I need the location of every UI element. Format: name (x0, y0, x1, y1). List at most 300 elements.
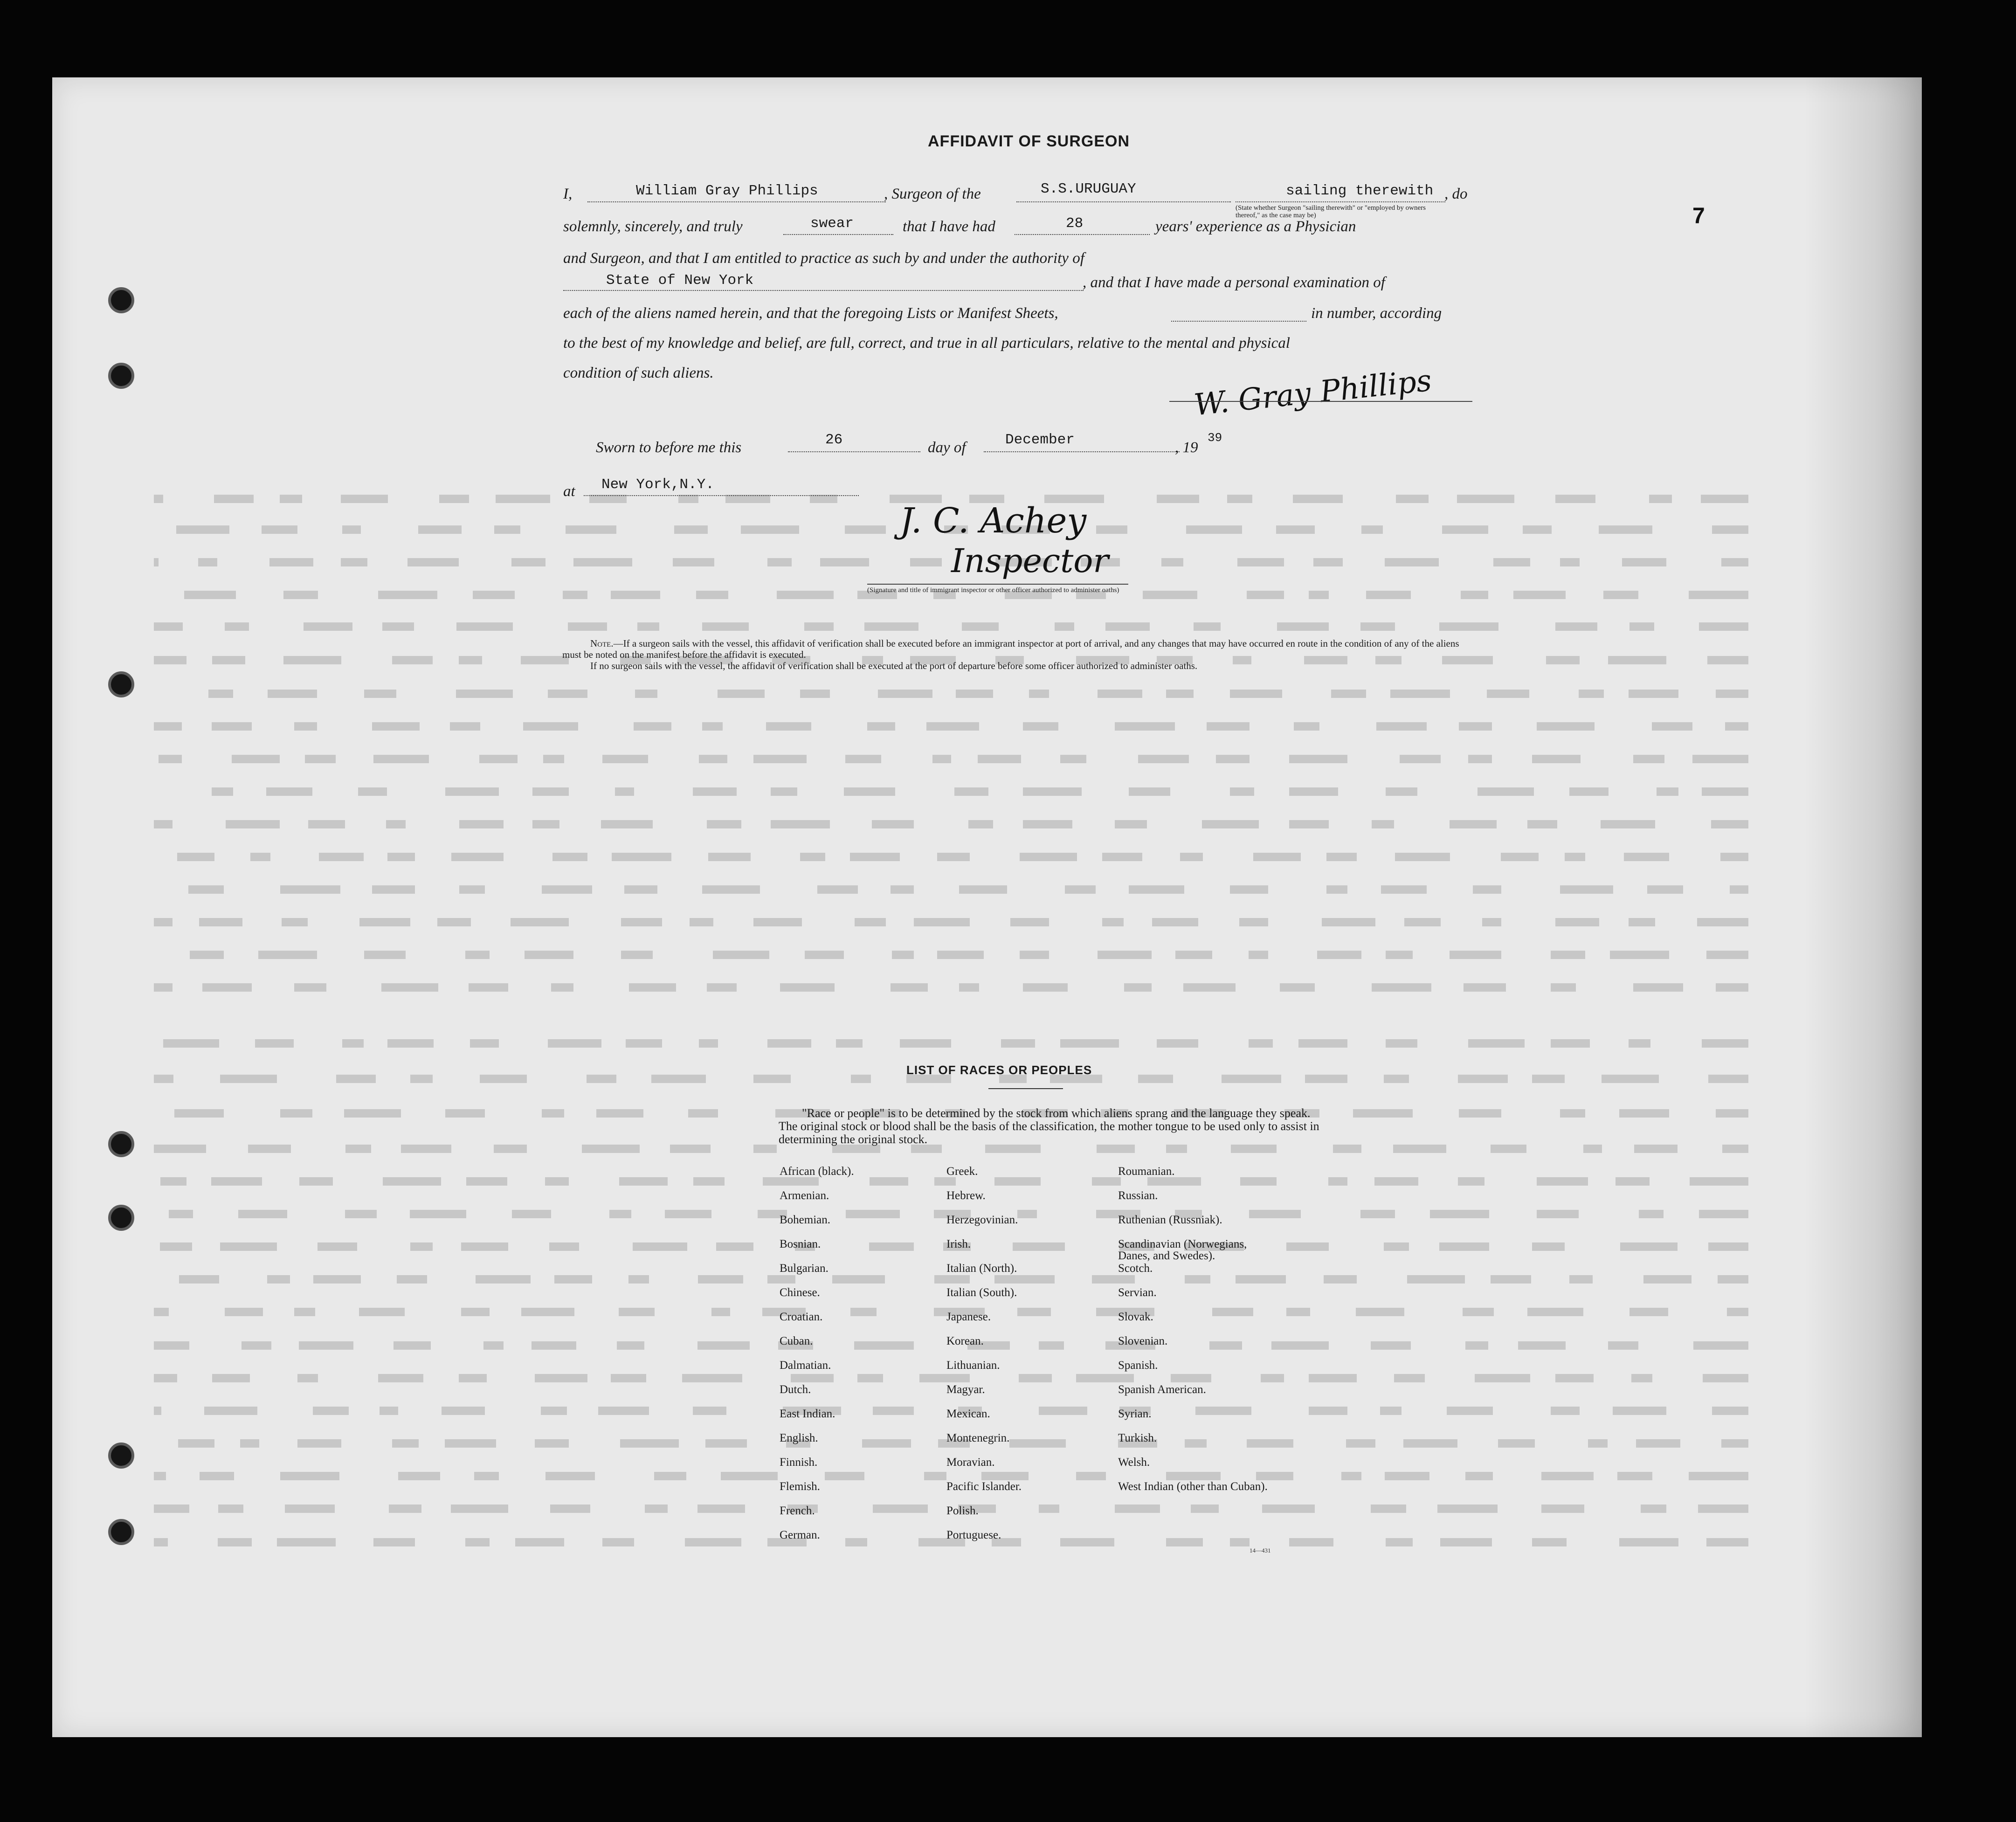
bleed-mark (154, 983, 173, 992)
bleed-mark (851, 1075, 871, 1083)
bleed-mark (382, 622, 414, 631)
bleed-mark (690, 918, 713, 926)
bleed-mark (1706, 1538, 1748, 1546)
bleed-mark (596, 1109, 643, 1118)
bleed-mark (1115, 722, 1175, 731)
bleed-mark (1711, 820, 1748, 828)
authority-value: State of New York (606, 272, 754, 289)
bleed-mark (378, 1374, 423, 1382)
bleed-mark (629, 983, 676, 992)
bleed-mark (169, 1210, 193, 1218)
bleed-mark (282, 918, 308, 926)
bleed-mark (240, 1439, 259, 1448)
race-item: Dalmatian. (780, 1359, 831, 1372)
bleed-mark (154, 820, 173, 828)
bleed-mark (1394, 1374, 1425, 1382)
bleed-mark (1493, 558, 1530, 566)
bleed-mark (914, 918, 970, 926)
bleed-mark (771, 787, 797, 796)
bleed-mark (1289, 755, 1347, 763)
surgeon-name-line (587, 201, 886, 202)
bleed-through-row (154, 816, 1748, 832)
binder-hole (108, 1131, 134, 1157)
bleed-mark (891, 983, 928, 992)
bleed-mark (582, 1145, 640, 1153)
bleed-mark (1129, 885, 1184, 894)
bleed-mark (1532, 1075, 1565, 1083)
bleed-mark (926, 722, 979, 731)
bleed-mark (1730, 885, 1748, 894)
note-line-2: If no surgeon sails with the vessel, the affidavit of verification shall be executed at the port of departure before some officer authorized to administer oaths. (590, 660, 1198, 671)
bleed-mark (777, 591, 834, 599)
bleed-mark (1207, 722, 1250, 731)
bleed-mark (532, 820, 559, 828)
bleed-mark (892, 951, 914, 959)
bleed-through-row (154, 751, 1748, 766)
bleed-mark (437, 918, 471, 926)
bleed-mark (634, 722, 671, 731)
bleed-mark (214, 495, 254, 503)
bleed-mark (451, 853, 504, 861)
bleed-mark (345, 1210, 377, 1218)
bleed-mark (1152, 918, 1198, 926)
text-i: I, (563, 186, 573, 202)
bleed-mark (637, 622, 659, 631)
bleed-mark (674, 525, 708, 534)
bleed-mark (708, 853, 751, 861)
bleed-mark (532, 787, 569, 796)
year-suffix-value: 39 (1208, 431, 1222, 445)
bleed-mark (1624, 853, 1669, 861)
race-item: English. (780, 1432, 818, 1444)
bleed-mark (474, 1472, 499, 1480)
bleed-mark (1602, 1075, 1659, 1083)
bleed-mark (515, 1538, 564, 1546)
bleed-mark (511, 918, 569, 926)
bleed-mark (1065, 885, 1096, 894)
bleed-mark (461, 1242, 508, 1251)
bleed-mark (1699, 1210, 1748, 1218)
bleed-mark (1537, 1210, 1579, 1218)
bleed-mark (1384, 1242, 1409, 1251)
bleed-mark (1541, 1472, 1594, 1480)
bleed-mark (937, 853, 970, 861)
bleed-mark (1457, 495, 1514, 503)
bleed-mark (1166, 690, 1194, 698)
bleed-mark (1361, 525, 1383, 534)
bleed-mark (878, 690, 932, 698)
bleed-mark (601, 820, 653, 828)
bleed-mark (1693, 1341, 1748, 1350)
bleed-mark (154, 558, 159, 566)
bleed-mark (198, 558, 217, 566)
bleed-mark (805, 951, 844, 959)
bleed-mark (1253, 853, 1301, 861)
bleed-mark (612, 853, 671, 861)
bleed-mark (535, 1374, 587, 1382)
bleed-mark (1633, 983, 1683, 992)
bleed-mark (299, 1341, 353, 1350)
bleed-mark (1622, 558, 1666, 566)
bleed-mark (1468, 1039, 1525, 1048)
bleed-mark (364, 690, 396, 698)
bleed-mark (1555, 1374, 1594, 1382)
bleed-mark (512, 1210, 551, 1218)
bleed-mark (1712, 1407, 1748, 1415)
bleed-mark (862, 1439, 911, 1448)
bleed-mark (850, 853, 900, 861)
bleed-mark (208, 690, 233, 698)
race-item: Polish. (946, 1505, 979, 1517)
bleed-mark (1639, 1210, 1664, 1218)
binder-hole (108, 1205, 134, 1231)
bleed-mark (1725, 722, 1748, 731)
bleed-mark (1588, 1439, 1608, 1448)
bleed-mark (1532, 755, 1581, 763)
bleed-mark (1262, 1505, 1315, 1513)
bleed-mark (226, 820, 280, 828)
bleed-mark (1649, 495, 1672, 503)
race-item: Roumanian. (1118, 1165, 1175, 1178)
bleed-mark (705, 1439, 747, 1448)
race-item: French. (780, 1505, 815, 1517)
bleed-mark (1608, 656, 1666, 664)
bleed-mark (910, 558, 942, 566)
bleed-mark (587, 1075, 616, 1083)
bleed-mark (389, 1505, 421, 1513)
race-item: Armenian. (780, 1189, 829, 1202)
bleed-mark (473, 591, 515, 599)
bleed-mark (707, 820, 741, 828)
race-item: Turkish. (1118, 1432, 1157, 1444)
bleed-mark (386, 820, 406, 828)
bleed-mark (869, 1242, 914, 1251)
race-item: Hebrew. (946, 1189, 986, 1202)
bleed-mark (1286, 1242, 1329, 1251)
bleed-mark (285, 1505, 335, 1513)
bleed-mark (771, 820, 830, 828)
sheets-count-line (1171, 321, 1306, 322)
bleed-mark (1459, 722, 1492, 731)
race-item: Scotch. (1118, 1262, 1153, 1275)
race-item: Italian (South). (946, 1286, 1017, 1299)
surgeon-signature-line (1169, 401, 1472, 402)
bleed-mark (313, 1275, 361, 1284)
bleed-mark (160, 1242, 192, 1251)
binder-hole (108, 1519, 134, 1545)
bleed-mark (566, 525, 616, 534)
bleed-mark (1400, 755, 1441, 763)
bleed-mark (711, 1308, 730, 1316)
bleed-mark (1633, 755, 1664, 763)
race-item: West Indian (other than Cuban). (1118, 1480, 1268, 1493)
bleed-mark (1403, 1439, 1457, 1448)
bleed-mark (891, 885, 914, 894)
text-to-the-best: to the best of my knowledge and belief, are full, correct, and true in all particulars, relative to the mental and physical (563, 335, 1290, 352)
binder-hole (108, 671, 134, 697)
bleed-mark (280, 1109, 312, 1118)
bleed-mark (174, 1109, 224, 1118)
bleed-mark (1286, 1308, 1310, 1316)
bleed-mark (1356, 1308, 1404, 1316)
text-and-surgeon: and Surgeon, and that I am entitled to practice as such by and under the authority of (563, 250, 1084, 267)
bleed-mark (1407, 1275, 1465, 1284)
bleed-mark (1689, 1472, 1748, 1480)
bleed-mark (699, 1039, 718, 1048)
bleed-mark (1372, 820, 1394, 828)
bleed-mark (535, 1439, 569, 1448)
bleed-mark (716, 1242, 753, 1251)
bleed-mark (1247, 591, 1284, 599)
bleed-mark (1371, 1341, 1411, 1350)
bleed-mark (445, 1109, 485, 1118)
bleed-mark (154, 495, 163, 503)
text-do: , do (1444, 186, 1468, 202)
oath-value: swear (810, 215, 854, 232)
bleed-mark (1631, 1374, 1652, 1382)
bleed-mark (1447, 1407, 1493, 1415)
bleed-mark (456, 690, 513, 698)
bleed-mark (297, 1439, 341, 1448)
bleed-mark (494, 1145, 527, 1153)
race-item: Russian. (1118, 1189, 1158, 1202)
text-day-of: day of (928, 439, 966, 456)
bleed-mark (1298, 1039, 1347, 1048)
bleed-mark (465, 1538, 490, 1546)
bleed-mark (268, 690, 317, 698)
bleed-mark (1289, 1538, 1333, 1546)
bleed-mark (611, 1374, 646, 1382)
bleed-mark (1560, 885, 1613, 894)
bleed-mark (451, 1505, 508, 1513)
bleed-mark (381, 983, 438, 992)
bleed-mark (267, 1275, 290, 1284)
bleed-mark (1652, 722, 1692, 731)
bleed-mark (1180, 853, 1203, 861)
bleed-mark (341, 558, 367, 566)
bleed-mark (1579, 690, 1604, 698)
bleed-mark (1092, 1177, 1121, 1186)
bleed-mark (563, 591, 587, 599)
bleed-mark (410, 1210, 466, 1218)
bleed-mark (1657, 787, 1678, 796)
bleed-mark (294, 1308, 315, 1316)
bleed-mark (1583, 1145, 1602, 1153)
surgeon-signature: W. Gray Phillips (1192, 363, 1434, 423)
bleed-mark (1518, 1341, 1566, 1350)
race-item: Greek. (946, 1165, 978, 1178)
verification-note (562, 638, 1476, 671)
bleed-mark (542, 885, 592, 894)
bleed-mark (1482, 918, 1501, 926)
bleed-mark (1629, 1308, 1668, 1316)
text-condition: condition of such aliens. (563, 365, 714, 381)
bleed-mark (401, 1145, 451, 1153)
bleed-mark (621, 918, 662, 926)
bleed-mark (1440, 1538, 1492, 1546)
bleed-mark (699, 755, 727, 763)
text-sworn: Sworn to before me this (596, 439, 742, 456)
bleed-mark (1039, 1341, 1064, 1350)
bleed-mark (532, 1341, 576, 1350)
bleed-mark (924, 1472, 946, 1480)
bleed-mark (211, 1177, 262, 1186)
bleed-mark (1366, 591, 1411, 599)
bleed-mark (1463, 1308, 1494, 1316)
bleed-mark (753, 755, 807, 763)
bleed-mark (620, 1439, 679, 1448)
race-item: Montenegrin. (946, 1432, 1010, 1444)
bleed-mark (1289, 820, 1329, 828)
bleed-mark (154, 722, 182, 731)
bleed-mark (202, 983, 252, 992)
bleed-mark (1430, 1210, 1489, 1218)
bleed-mark (548, 690, 587, 698)
bleed-mark (1458, 1075, 1508, 1083)
races-column-3 (1118, 1166, 1277, 1505)
bleed-mark (753, 1075, 791, 1083)
bleed-mark (521, 1308, 574, 1316)
bleed-mark (780, 983, 835, 992)
bleed-mark (568, 622, 607, 631)
race-item: Spanish American. (1118, 1383, 1206, 1396)
bleed-mark (1702, 1039, 1748, 1048)
bleed-mark (836, 1039, 863, 1048)
bleed-mark (1437, 1505, 1498, 1513)
race-item: Korean. (946, 1335, 984, 1347)
bleed-mark (1599, 525, 1652, 534)
bleed-mark (199, 918, 242, 926)
bleed-mark (804, 622, 834, 631)
bleed-mark (1439, 1242, 1489, 1251)
bleed-mark (225, 622, 249, 631)
bleed-mark (615, 787, 634, 796)
bleed-mark (159, 755, 182, 763)
bleed-mark (1532, 1242, 1565, 1251)
bleed-mark (956, 690, 993, 698)
bleed-mark (872, 820, 914, 828)
bleed-mark (1523, 525, 1552, 534)
bleed-mark (1305, 1075, 1347, 1083)
bleed-mark (341, 495, 388, 503)
surgeon-status-line (1236, 201, 1445, 202)
bleed-mark (1098, 690, 1142, 698)
bleed-mark (698, 1275, 743, 1284)
bleed-mark (383, 1177, 441, 1186)
bleed-mark (959, 885, 1007, 894)
bleed-mark (1023, 983, 1068, 992)
race-item: African (black). (780, 1165, 854, 1178)
bleed-through-row (154, 946, 1748, 962)
race-item: Spanish. (1118, 1359, 1158, 1372)
bleed-mark (857, 1374, 883, 1382)
bleed-mark (1527, 1308, 1583, 1316)
bleed-mark (1280, 983, 1315, 992)
bleed-mark (1721, 558, 1748, 566)
bleed-mark (1702, 787, 1748, 796)
bleed-mark (1689, 591, 1748, 599)
bleed-mark (1029, 690, 1049, 698)
bleed-mark (407, 558, 459, 566)
bleed-mark (178, 1439, 214, 1448)
bleed-mark (864, 622, 918, 631)
bleed-mark (1464, 983, 1506, 992)
day-line (788, 451, 920, 452)
race-item: Finnish. (780, 1456, 818, 1469)
bleed-mark (1202, 820, 1259, 828)
bleed-mark (707, 983, 737, 992)
bleed-mark (232, 755, 280, 763)
bleed-mark (184, 591, 236, 599)
bleed-mark (358, 787, 387, 796)
bleed-mark (1115, 1505, 1160, 1513)
bleed-mark (1385, 558, 1439, 566)
bleed-mark (277, 1538, 336, 1546)
bleed-mark (397, 1275, 427, 1284)
text-years-experience: years' experience as a Physician (1155, 218, 1356, 235)
bleed-mark (1331, 690, 1366, 698)
bleed-mark (1619, 1109, 1669, 1118)
bleed-mark (1636, 1439, 1680, 1448)
bleed-mark (1360, 1210, 1395, 1218)
bleed-mark (633, 1242, 687, 1251)
bleed-mark (1465, 1472, 1493, 1480)
bleed-mark (1439, 622, 1498, 631)
bleed-mark (410, 1075, 433, 1083)
bleed-mark (1138, 755, 1189, 763)
bleed-mark (959, 983, 979, 992)
race-item: Bohemian. (780, 1214, 831, 1226)
bleed-mark (1353, 1109, 1413, 1118)
race-item: Magyar. (946, 1383, 985, 1396)
bleed-mark (238, 1210, 287, 1218)
bleed-mark (283, 656, 341, 664)
bleed-mark (1707, 656, 1748, 664)
inspector-title: Inspector (951, 542, 1109, 580)
bleed-mark (545, 1472, 595, 1480)
bleed-mark (459, 820, 504, 828)
bleed-mark (470, 1039, 499, 1048)
bleed-mark (1708, 1242, 1748, 1251)
bleed-mark (1613, 1407, 1666, 1415)
bleed-mark (548, 1039, 601, 1048)
bleed-mark (844, 787, 895, 796)
bleed-mark (359, 918, 410, 926)
race-item: Japanese. (946, 1311, 991, 1323)
bleed-mark (521, 656, 569, 664)
bleed-mark (380, 1407, 398, 1415)
bleed-mark (154, 1505, 189, 1513)
bleed-mark (541, 1407, 567, 1415)
bleed-mark (1371, 1505, 1406, 1513)
bleed-mark (345, 1145, 371, 1153)
race-item: Mexican. (946, 1408, 990, 1420)
bleed-mark (670, 1145, 711, 1153)
bleed-mark (1727, 1308, 1748, 1316)
bleed-mark (873, 1407, 914, 1415)
bleed-mark (1537, 1177, 1588, 1186)
bleed-mark (845, 525, 886, 534)
bleed-mark (1565, 853, 1585, 861)
races-title-rule (988, 1088, 1063, 1089)
bleed-mark (1641, 1505, 1666, 1513)
bleed-mark (665, 1210, 711, 1218)
bleed-mark (1341, 1472, 1361, 1480)
place-line (584, 495, 859, 496)
race-item: Servian. (1118, 1286, 1157, 1299)
bleed-mark (1442, 525, 1488, 534)
bleed-mark (1616, 1177, 1650, 1186)
